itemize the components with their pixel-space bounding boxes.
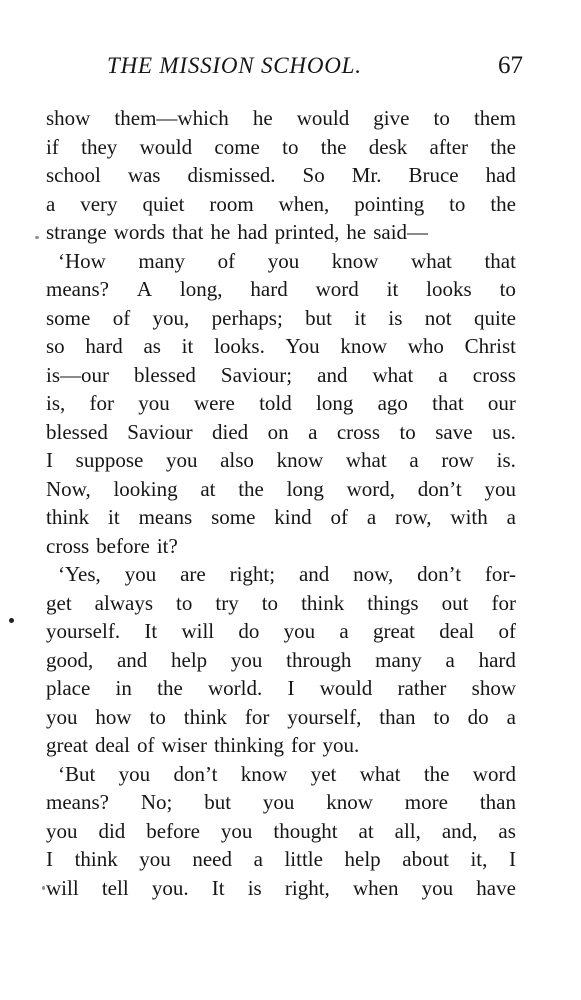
text-line: ‘But you don’t know yet what the word <box>58 761 516 786</box>
text-line: is—our blessed Saviour; and what a cross <box>46 362 516 387</box>
print-speck <box>42 886 45 890</box>
text-line: some of you, perhaps; but it is not quite <box>46 305 516 330</box>
text-line: good, and help you through many a hard <box>46 647 516 672</box>
text-line: think it means some kind of a row, with a <box>46 505 516 529</box>
text-line: blessed Saviour died on a cross to save us. <box>46 419 516 444</box>
text-line: school was dismissed. So Mr. Bruce had <box>46 163 516 187</box>
text-line: yourself. It will do you a great deal of <box>46 619 516 643</box>
text-line: I suppose you also know what a row is. <box>46 448 516 472</box>
running-header <box>107 52 523 86</box>
text-line: a very quiet room when, pointing to the <box>46 191 516 216</box>
text-line: means? A long, hard word it looks to <box>46 277 516 301</box>
text-line: so hard as it looks. You know who Christ <box>46 334 516 358</box>
body-text <box>46 104 516 902</box>
text-line: cross before it? <box>46 533 178 558</box>
text-line: get always to try to think things out for <box>46 590 516 615</box>
print-speck <box>9 618 14 623</box>
page-number: 67 <box>498 52 523 79</box>
running-title: THE MISSION SCHOOL. <box>107 53 362 78</box>
text-line: place in the world. I would rather show <box>46 676 516 700</box>
text-line: ‘How many of you know what that <box>58 248 516 273</box>
text-line: will tell you. It is right, when you have <box>46 875 516 900</box>
text-line: great deal of wiser thinking for you. <box>46 733 360 757</box>
text-line: is, for you were told long ago that our <box>46 391 516 415</box>
print-speck <box>35 236 39 239</box>
text-line: you did before you thought at all, and, as <box>46 818 516 843</box>
text-line: ‘Yes, you are right; and now, don’t for- <box>58 562 516 586</box>
text-line: I think you need a little help about it, I <box>46 847 516 871</box>
text-line: means? No; but you know more than <box>46 790 516 814</box>
text-line: if they would come to the desk after the <box>46 134 516 159</box>
text-line: show them—which he would give to them <box>46 106 516 130</box>
text-line: strange words that he had printed, he said— <box>46 220 429 244</box>
text-line: you how to think for yourself, than to do a <box>46 704 516 729</box>
text-line: Now, looking at the long word, don’t you <box>46 476 516 501</box>
